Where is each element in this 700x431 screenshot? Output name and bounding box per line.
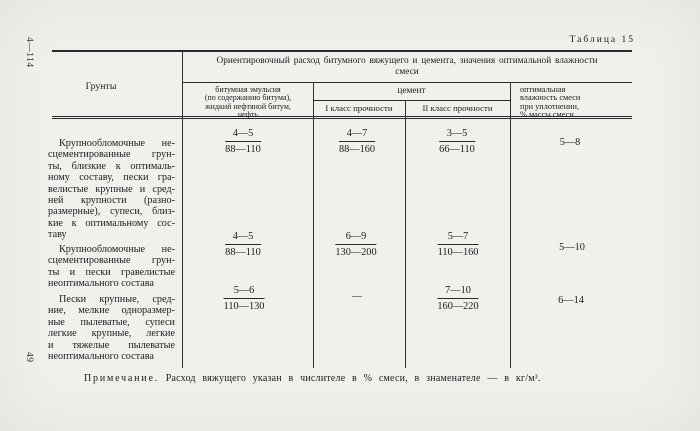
cement-class1-dose-row1 <box>339 128 375 155</box>
cement-class2-dose-row3 <box>437 285 478 312</box>
soil-description-row3 <box>48 294 175 362</box>
header-cement-class-1: I класс прочности <box>325 103 393 113</box>
header-moisture-line: оптимальная <box>520 85 566 94</box>
header-span-title-line1: Ориентировочный расход битумного вяжущего и цемента, значения оптимальной влажности <box>216 56 598 66</box>
fraction-denominator: 88—110 <box>225 144 261 155</box>
soil-description-row2 <box>48 244 175 290</box>
fraction-denominator: 88—110 <box>225 247 261 258</box>
note-text: Расход вяжущего указан в числителе в % смеси, в знаменателе — в кг/м³. <box>165 373 541 384</box>
fraction-numerator: 4—5 <box>225 128 261 142</box>
soil-text-line: ние, мелкие одноразмер- <box>48 305 175 317</box>
soil-text-line: ному составу, пески гра- <box>48 172 175 184</box>
header-cement-group: цемент <box>397 86 426 96</box>
soil-text-line: сцементированные грун- <box>48 255 175 267</box>
fraction-numerator: 6—9 <box>335 231 376 245</box>
soil-text-line: легкие крупные, легкие <box>48 328 175 340</box>
soil-text-line: сцементированные грун- <box>48 149 175 161</box>
fraction-numerator: 5—6 <box>224 285 265 299</box>
fraction-denominator: 66—110 <box>439 144 475 155</box>
col-divider-soil <box>182 52 183 368</box>
bitumen-dose-row1 <box>225 128 261 155</box>
header-moisture-line: % массы смеси <box>520 110 574 120</box>
soil-text-line: и тяжелые пылеватые <box>48 339 175 351</box>
moisture-value-row3: 6—14 <box>558 295 584 306</box>
cement-class2-dose-row2 <box>438 231 479 258</box>
header-span-title <box>184 56 630 78</box>
soil-text-line: Крупнообломочные не- <box>59 138 175 149</box>
header-bitumen-line: нефть <box>237 109 259 119</box>
fraction-denominator: 110—160 <box>437 247 479 258</box>
fraction-numerator: 4—7 <box>339 128 375 142</box>
moisture-value-row2: 5—10 <box>559 242 585 253</box>
bitumen-dose-row3 <box>224 285 265 312</box>
header-bitumen-line: жидкий нефтяной битум, <box>205 101 291 111</box>
col-divider-bitumen <box>313 83 314 368</box>
soil-text-line: ные пылеватые, супеси <box>48 316 175 328</box>
fraction-numerator: 5—7 <box>438 231 479 245</box>
fraction-denominator: 130—200 <box>335 247 377 258</box>
table-note <box>62 373 642 384</box>
header-cement-class-2: II класс прочности <box>422 103 493 113</box>
header-bitumen-line: (по содержанию битума), <box>204 93 292 103</box>
note-label: Примечание. <box>84 373 160 384</box>
soil-description-row1 <box>48 138 175 241</box>
cement-header-underline <box>313 100 510 101</box>
table-caption: Таблица 15 <box>569 35 635 45</box>
soil-text-line: велистые крупные и сред- <box>48 183 175 195</box>
soil-text-line: ты, близкие к оптималь- <box>48 160 175 172</box>
fraction-numerator: 7—10 <box>437 285 478 299</box>
bitumen-dose-row2 <box>225 231 261 258</box>
fraction-numerator: 3—5 <box>439 128 475 142</box>
cement-class1-dose-row2 <box>335 231 376 258</box>
col-divider-cement-classes <box>405 101 406 368</box>
soil-text-line: ты и пески гравелистые <box>48 266 175 278</box>
header-soil-column: Грунты <box>85 81 117 92</box>
cement-class1-dash-row3: — <box>351 291 363 302</box>
margin-signature-mark: 4—114 <box>24 37 34 68</box>
span-header-underline <box>182 82 632 83</box>
soil-text-line: Крупнообломочные не- <box>59 244 175 255</box>
soil-text-line: таву <box>48 229 67 241</box>
header-moisture-line: влажность смеси <box>520 93 581 103</box>
header-bitumen-line: битумная эмульсия <box>215 85 281 94</box>
fraction-denominator: 88—160 <box>338 144 376 155</box>
header-bitumen-emulsion <box>185 86 311 119</box>
header-moisture-line: при уплотнении, <box>520 101 580 111</box>
header-span-title-line2: смеси <box>395 67 419 77</box>
table-top-border <box>52 50 632 52</box>
soil-text-line: кие к оптимальному сос- <box>48 217 175 229</box>
fraction-numerator: 4—5 <box>225 231 261 245</box>
moisture-value-row1: 5—8 <box>559 137 581 148</box>
fraction-denominator: 110—130 <box>223 301 265 312</box>
soil-text-line: размерные), супеси, близ- <box>48 206 175 218</box>
soil-text-line: ней крупности (разно- <box>48 195 175 207</box>
cement-class2-dose-row1 <box>439 128 475 155</box>
soil-text-line: неоптимального состава <box>48 278 154 290</box>
fraction-denominator: 160—220 <box>437 301 479 312</box>
soil-text-line: Пески крупные, сред- <box>59 294 175 305</box>
col-divider-moisture <box>510 83 511 368</box>
margin-page-number: 49 <box>24 352 34 363</box>
header-optimal-moisture <box>520 86 630 120</box>
soil-text-line: неоптимального состава <box>48 351 154 363</box>
